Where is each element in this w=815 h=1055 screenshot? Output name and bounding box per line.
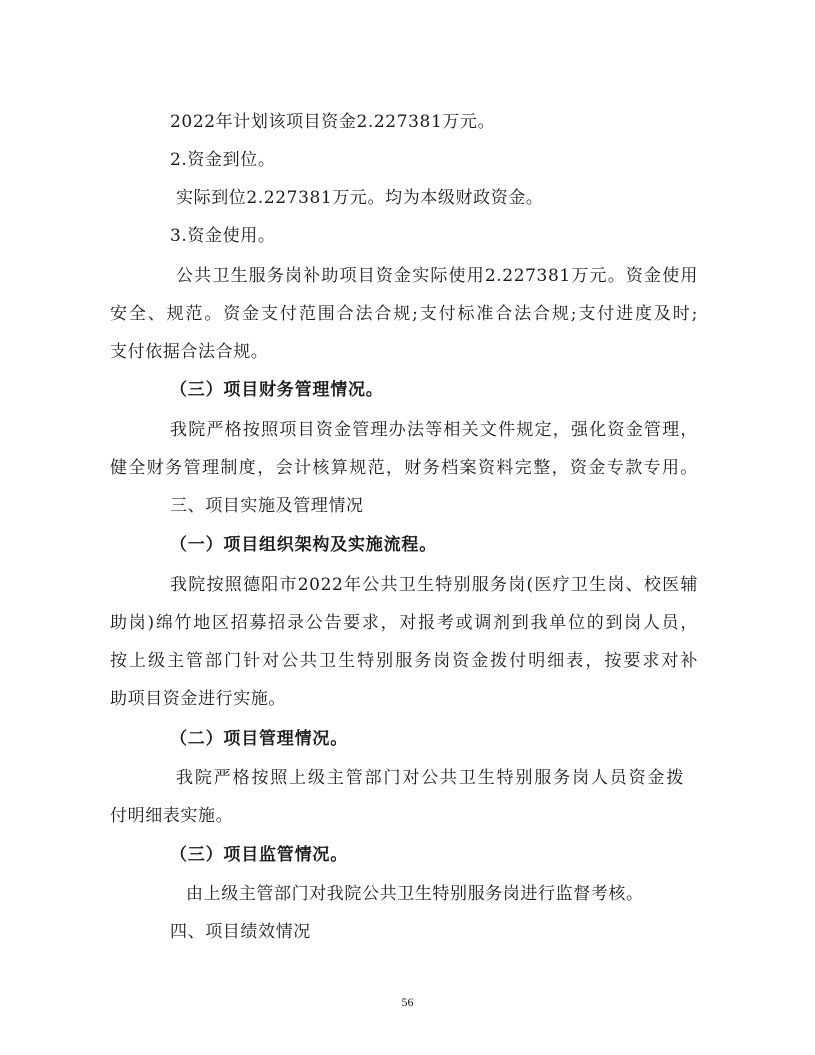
paragraph-planned-funds: 2022年计划该项目资金2.227381万元。 (170, 112, 496, 132)
section-finance-management: （三）项目财务管理情况。 (170, 380, 384, 400)
heading-funds-usage: 3.资金使用。 (170, 226, 276, 246)
page-number: 56 (401, 995, 414, 1009)
paragraph-organization-line-4: 助项目资金进行实施。 (110, 689, 286, 709)
paragraph-organization-line-1: 我院按照德阳市2022年公共卫生特别服务岗(医疗卫生岗、校医辅 (170, 575, 698, 595)
section-supervision: （三）项目监管情况。 (170, 845, 348, 865)
paragraph-finance-line-2: 健全财务管理制度，会计核算规范，财务档案资料完整，资金专款专用。 (110, 458, 698, 478)
paragraph-finance-line-1: 我院严格按照项目资金管理办法等相关文件规定，强化资金管理， (170, 420, 698, 440)
paragraph-usage-line-1: 公共卫生服务岗补助项目资金实际使用2.227381万元。资金使用 (176, 266, 698, 286)
paragraph-organization-line-3: 按上级主管部门针对公共卫生特别服务岗资金拨付明细表，按要求对补 (110, 651, 698, 671)
paragraph-actual-arrival: 实际到位2.227381万元。均为本级财政资金。 (176, 188, 544, 208)
heading-implementation: 三、项目实施及管理情况 (170, 496, 364, 516)
section-organization: （一）项目组织架构及实施流程。 (170, 535, 437, 555)
heading-funds-arrival: 2.资金到位。 (170, 150, 276, 170)
heading-performance: 四、项目绩效情况 (170, 922, 311, 942)
paragraph-management-line-1: 我院严格按照上级主管部门对公共卫生特别服务岗人员资金拨 (176, 768, 684, 788)
section-project-management: （二）项目管理情况。 (170, 729, 348, 749)
paragraph-supervision: 由上级主管部门对我院公共卫生特别服务岗进行监督考核。 (186, 884, 644, 904)
paragraph-organization-line-2: 助岗)绵竹地区招募招录公告要求，对报考或调剂到我单位的到岗人员， (110, 613, 698, 633)
paragraph-usage-line-3: 支付依据合法合规。 (110, 342, 269, 362)
paragraph-management-line-2: 付明细表实施。 (110, 806, 234, 826)
paragraph-usage-line-2: 安全、规范。资金支付范围合法合规;支付标准合法合规;支付进度及时; (110, 304, 698, 324)
